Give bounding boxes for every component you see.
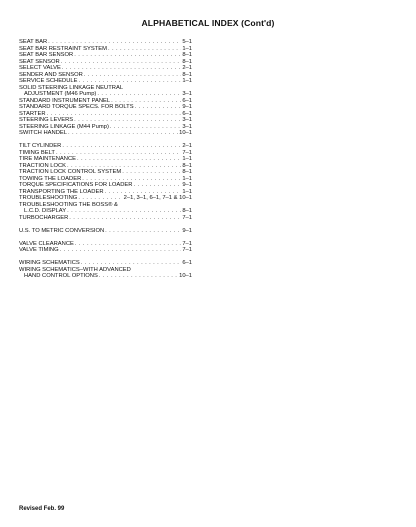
entry-label: WIRING SCHEMATICS–WITH ADVANCED xyxy=(19,266,131,273)
entry-page-number: 6–1 xyxy=(182,97,192,104)
index-entry[interactable] xyxy=(19,215,192,222)
index-entry[interactable] xyxy=(19,247,192,254)
entry-label: STEERING LINKAGE (M44 Pump) xyxy=(19,123,109,130)
entry-page-number: 8–1 xyxy=(182,71,192,78)
entry-label: SOLID STEERING LINKAGE NEUTRAL xyxy=(19,84,124,91)
entry-page-number: 8–1 xyxy=(182,52,192,58)
entry-label: TILT CYLINDER xyxy=(19,143,62,149)
index-group xyxy=(19,260,192,280)
entry-label: U.S. TO METRIC CONVERSION xyxy=(19,227,105,234)
entry-label: TROUBLESHOOTING xyxy=(19,195,78,201)
index-list xyxy=(19,39,192,286)
entry-label: STANDARD INSTRUMENT PANEL xyxy=(19,97,111,104)
entry-page-number: 8–1 xyxy=(182,162,192,169)
entry-label: SEAT BAR SENSOR xyxy=(19,52,74,58)
entry-page-number: 1–1 xyxy=(182,175,192,182)
entry-page-number: 7–1 xyxy=(182,149,192,156)
entry-page-number: 8–1 xyxy=(182,58,192,65)
entry-label: SENDER AND SENSOR xyxy=(19,71,83,78)
entry-page-number: 9–1 xyxy=(182,104,192,110)
revision-footer: Revised Feb. 99 xyxy=(19,506,65,512)
index-entry[interactable] xyxy=(19,228,192,235)
entry-label: TRACTION LOCK CONTROL SYSTEM xyxy=(19,169,122,175)
entry-page-number: 9–1 xyxy=(182,182,192,188)
entry-label: TIRE MAINTENANCE xyxy=(19,156,77,162)
entry-page-number: 3–1 xyxy=(182,123,192,130)
entry-label: SWITCH HANDEL xyxy=(19,130,67,136)
entry-page-number: 8–1 xyxy=(182,169,192,175)
entry-label: TROUBLESHOOTING THE BOSS® & xyxy=(19,201,118,208)
entry-label: SERVICE SCHEDULE xyxy=(19,78,78,84)
entry-label: TORQUE SPECIFICATIONS FOR LOADER xyxy=(19,182,133,188)
entry-label: ADJUSTMENT (M46 Pump) xyxy=(24,91,97,97)
entry-page-number: 3–1 xyxy=(182,117,192,123)
entry-page-number: 1–1 xyxy=(182,156,192,162)
entry-page-number: 1–1 xyxy=(182,188,192,195)
entry-page-number: 3–1 xyxy=(182,91,192,97)
entry-page-number: 1–1 xyxy=(182,45,192,52)
entry-label: VALVE TIMING xyxy=(19,247,59,253)
entry-label: TIMING BELT xyxy=(19,149,55,156)
dot-leader xyxy=(99,273,178,280)
entry-label: HAND CONTROL OPTIONS xyxy=(24,273,98,279)
dot-leader xyxy=(60,247,182,254)
entry-label: VALVE CLEARANCE xyxy=(19,240,74,247)
dot-leader xyxy=(69,215,181,222)
entry-label: STEERING LEVERS xyxy=(19,117,74,123)
entry-label: TRANSPORTING THE LOADER xyxy=(19,188,104,195)
entry-label: STARTER xyxy=(19,110,46,117)
entry-label: SEAT BAR xyxy=(19,39,48,45)
entry-label: TRACTION LOCK xyxy=(19,162,67,169)
entry-page-number: 10–1 xyxy=(179,130,192,136)
entry-label: SEAT SENSOR xyxy=(19,58,60,65)
entry-label: TOWING THE LOADER xyxy=(19,175,82,182)
entry-page-number: 10–1 xyxy=(179,273,192,279)
index-group xyxy=(19,143,192,221)
entry-page-number: 6–1 xyxy=(182,260,192,266)
entry-page-number: 5–1 xyxy=(182,39,192,45)
entry-page-number: 2–1, 3–1, 6–1, 7–1 & 10–1 xyxy=(123,195,192,201)
entry-page-number: 9–1 xyxy=(182,227,192,234)
entry-page-number: 2–1 xyxy=(182,143,192,149)
entry-page-number: 1–1 xyxy=(182,78,192,84)
entry-label: TURBOCHARGER xyxy=(19,214,69,221)
entry-label: STANDARD TORQUE SPECS. FOR BOLTS xyxy=(19,104,134,110)
index-entry[interactable] xyxy=(19,130,192,137)
entry-label: L.C.D. DISPLAY xyxy=(24,208,67,214)
entry-page-number: 6–1 xyxy=(182,110,192,117)
entry-label: WIRING SCHEMATICS xyxy=(19,260,80,266)
dot-leader xyxy=(105,228,181,235)
entry-page-number: 7–1 xyxy=(182,240,192,247)
index-group xyxy=(19,228,192,235)
index-entry[interactable] xyxy=(19,273,192,280)
entry-label: SEAT BAR RESTRAINT SYSTEM xyxy=(19,45,107,52)
entry-page-number: 8–1 xyxy=(182,208,192,214)
entry-label: SELECT VALVE xyxy=(19,65,61,71)
index-group xyxy=(19,39,192,137)
index-group xyxy=(19,241,192,254)
page-title: ALPHABETICAL INDEX (Cont'd) xyxy=(141,18,275,28)
dot-leader xyxy=(68,130,178,137)
entry-page-number: 2–1 xyxy=(182,65,192,71)
entry-page-number: 7–1 xyxy=(182,214,192,221)
entry-page-number: 7–1 xyxy=(182,247,192,253)
